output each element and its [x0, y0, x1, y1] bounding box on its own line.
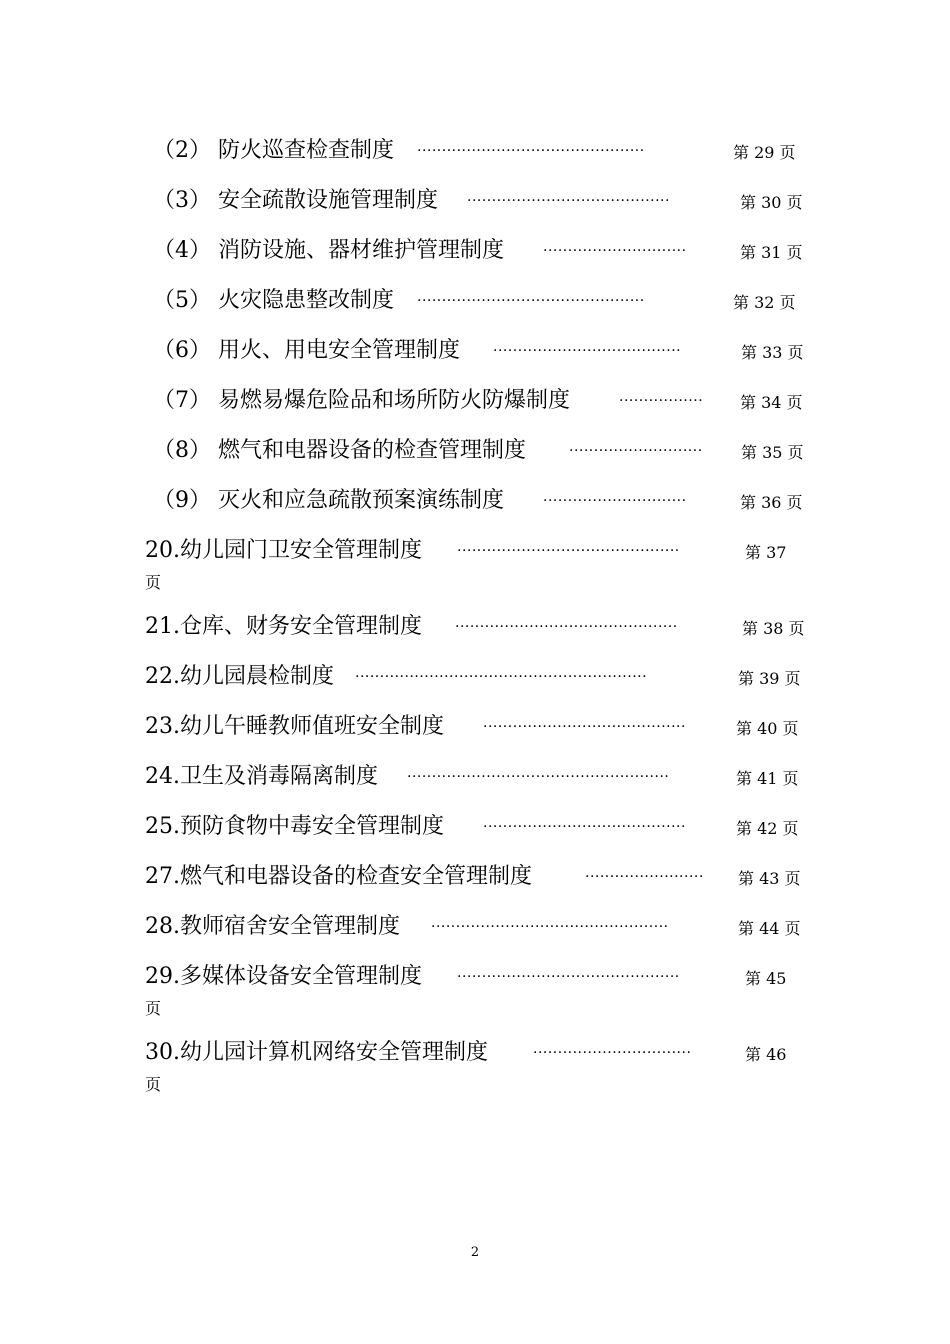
toc-entry[interactable]	[145, 902, 810, 952]
toc-entry[interactable]	[145, 652, 810, 702]
toc-entry-page: 第 32 页	[733, 293, 796, 312]
toc-entry-title: （3） 安全疏散设施管理制度	[153, 188, 438, 213]
toc-entry-page: 第 36 页	[740, 493, 803, 512]
toc-entry-page: 第 40 页	[736, 719, 799, 738]
toc-leader-dots: ······································	[493, 343, 682, 359]
toc-leader-dots: ························	[585, 869, 704, 885]
toc-leader-dots: ···························	[569, 443, 703, 459]
toc-entry-page: 第 33 页	[741, 343, 804, 362]
toc-entry-title: 28.教师宿舍安全管理制度	[145, 914, 400, 939]
toc-entry-page-continued: 页	[145, 999, 162, 1018]
toc-leader-dots: ··············································	[417, 293, 645, 309]
toc-entry-page: 第 43 页	[738, 869, 801, 888]
toc-entry-page: 第 41 页	[736, 769, 799, 788]
toc-entry[interactable]	[145, 126, 810, 176]
toc-entry-title: 20.幼儿园门卫安全管理制度	[145, 538, 422, 563]
toc-entry-page: 第 46	[745, 1045, 787, 1064]
toc-entry-page-continued: 页	[145, 1075, 162, 1094]
toc-entry[interactable]	[145, 702, 810, 752]
toc-entry-page: 第 45	[745, 969, 787, 988]
toc-entry-title: （9） 灭火和应急疏散预案演练制度	[153, 488, 504, 513]
toc-entry-title: 30.幼儿园计算机网络安全管理制度	[145, 1040, 488, 1065]
toc-entry[interactable]	[145, 1028, 810, 1104]
toc-entry[interactable]	[145, 952, 810, 1028]
toc-entry[interactable]	[145, 176, 810, 226]
toc-entry[interactable]	[145, 752, 810, 802]
toc-entry-title: （8） 燃气和电器设备的检查管理制度	[153, 438, 526, 463]
toc-entry[interactable]	[145, 602, 810, 652]
toc-leader-dots: ································	[533, 1045, 692, 1061]
toc-entry-page: 第 39 页	[738, 669, 801, 688]
toc-entry-page: 第 37	[745, 543, 787, 562]
toc-leader-dots: ·············································	[457, 969, 680, 985]
toc-entry[interactable]	[145, 326, 810, 376]
toc-leader-dots: ·········································	[483, 819, 686, 835]
toc-entry[interactable]	[145, 476, 810, 526]
toc-entry-title: （4） 消防设施、器材维护管理制度	[153, 238, 504, 263]
toc-leader-dots: ···························································	[355, 669, 648, 685]
toc-leader-dots: ·············································	[455, 619, 678, 635]
toc-entry-title: 24.卫生及消毒隔离制度	[145, 764, 378, 789]
toc-entry-page: 第 30 页	[740, 193, 803, 212]
toc-entry-title: 27.燃气和电器设备的检查安全管理制度	[145, 864, 532, 889]
toc-entry[interactable]	[145, 376, 810, 426]
toc-entry-title: （6） 用火、用电安全管理制度	[153, 338, 460, 363]
table-of-contents	[145, 126, 810, 1104]
toc-entry-page: 第 38 页	[742, 619, 805, 638]
page-number: 2	[470, 1245, 480, 1260]
toc-entry-title: 21.仓库、财务安全管理制度	[145, 614, 422, 639]
toc-entry[interactable]	[145, 802, 810, 852]
toc-entry-title: （2） 防火巡查检查制度	[153, 138, 394, 163]
toc-entry-title: 23.幼儿午睡教师值班安全制度	[145, 714, 444, 739]
toc-leader-dots: ················································	[431, 919, 669, 935]
toc-entry-page: 第 34 页	[740, 393, 803, 412]
toc-entry[interactable]	[145, 526, 810, 602]
toc-entry-title: （5） 火灾隐患整改制度	[153, 288, 394, 313]
toc-leader-dots: ·····························	[543, 243, 687, 259]
toc-entry-page: 第 42 页	[736, 819, 799, 838]
toc-entry-title: 29.多媒体设备安全管理制度	[145, 964, 422, 989]
toc-leader-dots: ·····················································	[407, 769, 670, 785]
toc-leader-dots: ·················	[619, 393, 704, 409]
toc-entry-page: 第 44 页	[738, 919, 801, 938]
toc-entry-title: 25.预防食物中毒安全管理制度	[145, 814, 444, 839]
toc-entry-page: 第 29 页	[733, 143, 796, 162]
toc-leader-dots: ·········································	[483, 719, 686, 735]
toc-entry[interactable]	[145, 426, 810, 476]
toc-leader-dots: ·············································	[457, 543, 680, 559]
toc-entry[interactable]	[145, 226, 810, 276]
toc-entry[interactable]	[145, 852, 810, 902]
toc-leader-dots: ··············································	[417, 143, 645, 159]
toc-entry-page: 第 31 页	[740, 243, 803, 262]
toc-entry-page-continued: 页	[145, 573, 162, 592]
toc-leader-dots: ·····························	[543, 493, 687, 509]
toc-entry-title: （7） 易燃易爆危险品和场所防火防爆制度	[153, 388, 570, 413]
toc-leader-dots: ·········································	[467, 193, 670, 209]
toc-entry-page: 第 35 页	[741, 443, 804, 462]
toc-entry[interactable]	[145, 276, 810, 326]
toc-entry-title: 22.幼儿园晨检制度	[145, 664, 334, 689]
